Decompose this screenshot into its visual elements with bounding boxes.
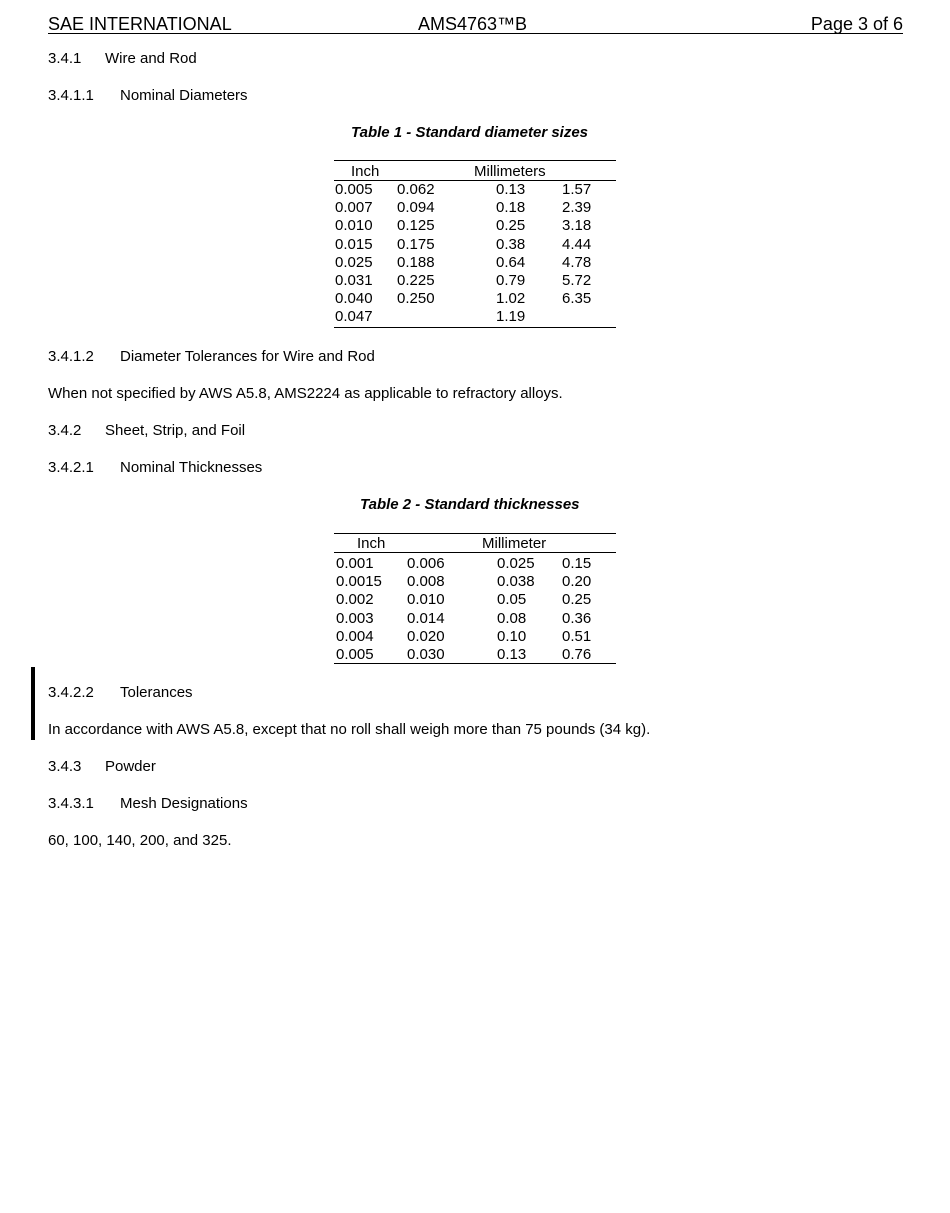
table-cell: 0.031	[335, 272, 373, 289]
table-cell: 0.15	[562, 555, 592, 572]
table-cell: 0.13	[496, 181, 526, 198]
section-title: Tolerances	[120, 684, 193, 701]
table-cell: 0.062	[397, 181, 435, 198]
header-org: SAE INTERNATIONAL	[48, 14, 232, 34]
table-cell: 0.38	[496, 235, 526, 253]
table-cell: 6.35	[562, 290, 592, 308]
section-number: 3.4.1.1	[48, 87, 94, 104]
column-header: Millimeter	[482, 535, 547, 552]
section-number: 3.4.2.2	[48, 684, 94, 701]
section-number: 3.4.3.1	[48, 795, 94, 812]
table-cell: 0.004	[336, 627, 374, 645]
column-header: Millimeters	[474, 163, 546, 180]
paragraph: 60, 100, 140, 200, and 325.	[48, 832, 232, 849]
table-cell: 0.047	[335, 308, 373, 326]
section-title: Powder	[105, 758, 156, 775]
table-cell: 0.05	[497, 591, 527, 609]
table-top-rule	[334, 160, 616, 161]
section-number: 3.4.1.2	[48, 348, 94, 365]
header-page-number: Page 3 of 6	[810, 14, 903, 34]
section-number: 3.4.1	[48, 50, 82, 67]
table-cell: 0.250	[397, 290, 435, 308]
table-cell: 0.007	[335, 199, 373, 217]
section-title: Nominal Thicknesses	[120, 459, 263, 476]
table-cell: 0.001	[336, 555, 374, 572]
table-header-rule	[334, 552, 616, 553]
table-cell: 0.0015	[336, 573, 382, 591]
section-title: Diameter Tolerances for Wire and Rod	[120, 348, 375, 365]
table-cell: 1.19	[496, 308, 526, 326]
table-cell: 0.008	[407, 573, 445, 591]
table-cell: 0.10	[497, 627, 527, 645]
table-bottom-rule	[334, 327, 616, 328]
revision-change-bar	[31, 667, 35, 740]
paragraph: In accordance with AWS A5.8, except that no roll shall weigh more than 75 pounds (34 kg).	[48, 721, 651, 738]
table-caption: Table 1 - Standard diameter sizes	[351, 124, 589, 141]
table-cell: 3.18	[562, 217, 592, 235]
section-title: Mesh Designations	[120, 795, 248, 812]
section-number: 3.4.2	[48, 422, 82, 439]
table-cell: 0.010	[407, 591, 445, 609]
table-cell: 0.25	[562, 591, 592, 609]
table-cell: 0.125	[397, 217, 435, 235]
section-title: Wire and Rod	[105, 50, 197, 67]
table-cell: 0.08	[497, 609, 527, 627]
table-cell: 1.57	[562, 181, 592, 198]
table-cell: 0.020	[407, 627, 445, 645]
table-cell: 0.002	[336, 591, 374, 609]
table-cell: 0.015	[335, 235, 373, 253]
table-cell: 0.225	[397, 272, 435, 289]
table-cell: 0.188	[397, 253, 435, 271]
paragraph: When not specified by AWS A5.8, AMS2224 as applicable to refractory alloys.	[48, 385, 563, 402]
table-cell: 4.78	[562, 253, 592, 271]
table-cell: 0.64	[496, 253, 526, 271]
section-title: Sheet, Strip, and Foil	[105, 422, 246, 439]
table-cell: 0.005	[336, 646, 374, 663]
table-cell: 0.005	[335, 181, 373, 198]
table-caption: Table 2 - Standard thicknesses	[360, 496, 580, 513]
table-cell: 2.39	[562, 199, 592, 217]
table-cell: 0.003	[336, 609, 374, 627]
table-cell: 0.030	[407, 646, 445, 663]
table-cell: 0.014	[407, 609, 445, 627]
table-cell: 5.72	[562, 272, 592, 289]
table-cell: 0.13	[497, 646, 527, 663]
table-cell: 0.038	[497, 573, 535, 591]
table-cell: 0.040	[335, 290, 373, 308]
table-cell: 0.51	[562, 627, 592, 645]
section-title: Nominal Diameters	[120, 87, 248, 104]
table-cell: 0.79	[496, 272, 526, 289]
table-cell: 0.094	[397, 199, 435, 217]
column-header: Inch	[357, 535, 386, 552]
table-cell: 0.76	[562, 646, 592, 663]
section-number: 3.4.2.1	[48, 459, 94, 476]
table-cell: 0.18	[496, 199, 526, 217]
header-rule	[48, 33, 903, 34]
table-top-rule	[334, 533, 616, 534]
header-doc-id: AMS4763™B	[418, 14, 528, 34]
table-cell: 0.010	[335, 217, 373, 235]
table-bottom-rule	[334, 663, 616, 664]
table-cell: 0.025	[497, 555, 535, 572]
table-cell: 4.44	[562, 235, 592, 253]
table-cell: 1.02	[496, 290, 526, 308]
table-cell: 0.025	[335, 253, 373, 271]
table-cell: 0.006	[407, 555, 445, 572]
column-header: Inch	[351, 163, 380, 180]
table-cell: 0.20	[562, 573, 592, 591]
table-cell: 0.36	[562, 609, 592, 627]
table-cell: 0.175	[397, 235, 435, 253]
table-cell: 0.25	[496, 217, 526, 235]
section-number: 3.4.3	[48, 758, 82, 775]
